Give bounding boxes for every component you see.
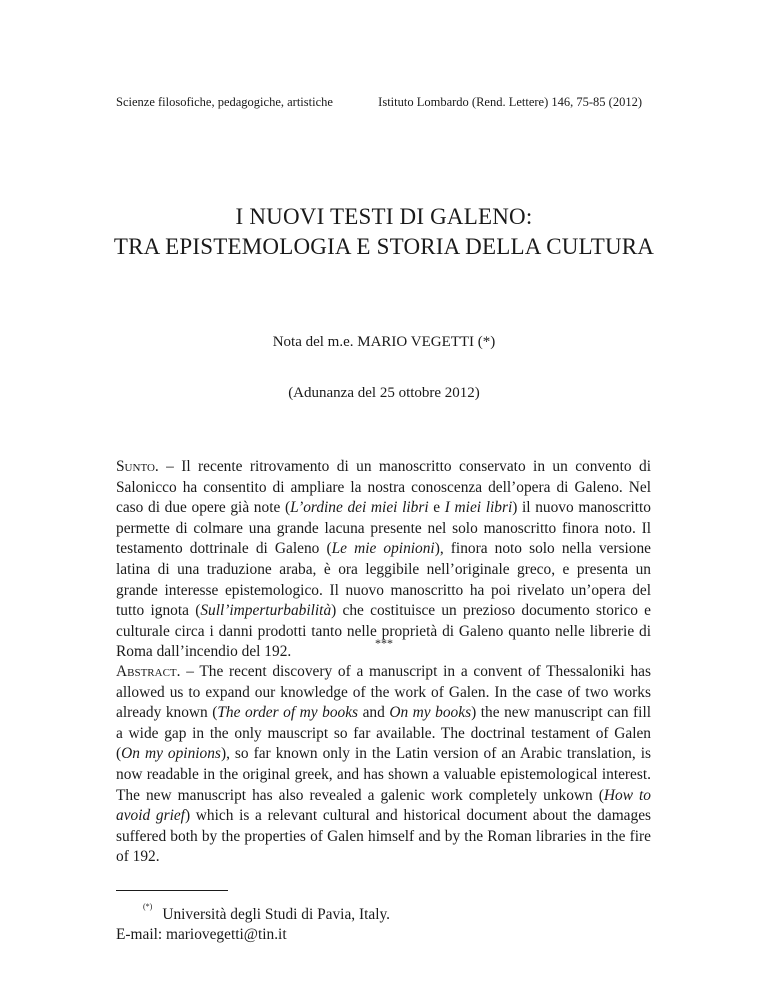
section-separator: ***: [375, 636, 393, 650]
abstract-label: Abstract.: [116, 663, 181, 680]
article-title: [0, 202, 768, 262]
sunto-text: e: [428, 499, 445, 517]
abstract-title-ref: The order of my books: [217, 704, 359, 722]
abstract-text: and: [358, 704, 390, 722]
abstract-text: – The recent discovery of a manuscript in a convent of Thessaloniki has allowed us to expand our knowledge of the work of Galen. In the case of two works already known (: [116, 663, 651, 722]
sunto-label: Sunto.: [116, 458, 159, 475]
author-line: Nota del m.e. MARIO VEGETTI (*): [272, 334, 496, 350]
footnote-email: E-mail: mariovegetti@tin.it: [116, 926, 287, 943]
footnote-rule: [116, 890, 228, 891]
abstract-title-ref: On my opinions: [121, 745, 221, 763]
session-date: (Adunanza del 25 ottobre 2012): [288, 385, 480, 401]
footnote-affiliation: [143, 902, 391, 924]
abstract-title-ref: How to avoid grief: [116, 786, 651, 825]
sunto-text: ), finora noto solo nella versione latina di una traduzione araba, è ora leggibile nell’originale greco, e presenta un grande interesse epistemologico. Il nuovo manoscritto ha poi rivelato un’opera del tutto ignota (: [116, 540, 651, 620]
footnote-marker: (*): [143, 902, 153, 911]
sunto-title-ref: I miei libri: [444, 499, 513, 517]
abstract-title-ref: On my books: [389, 704, 472, 722]
affiliation-text: Università degli Studi di Pavia, Italy.: [162, 906, 391, 924]
abstract-text: ) which is a relevant cultural and historical document about the damages suffered both by the properties of Galen himself and by the Roman libraries in the fire of 192.: [116, 807, 652, 866]
running-header-right: Istituto Lombardo (Rend. Lettere) 146, 75-85 (2012): [378, 95, 642, 109]
abstract-paragraph: [116, 662, 651, 868]
title-line-1: I NUOVI TESTI DI GALENO:: [235, 204, 533, 229]
sunto-text: – Il recente ritrovamento di un manoscritto conservato in un convento di Salonicco ha consentito di ampliare la nostra conoscenza dell’opera di Galeno. Nel caso di due opere già note (: [116, 458, 651, 517]
abstract-text: ), so far known only in the Latin version of an Arabic translation, is now readable in the original greek, and has shown a valuable epistemological interest. The new manuscript has also revealed a galenic work completely unkown (: [116, 745, 651, 804]
running-header-left: Scienze filosofiche, pedagogiche, artistiche: [116, 95, 333, 109]
sunto-title-ref: Sull’imperturbabilità: [200, 602, 332, 620]
abstract-text: ) the new manuscript can fill a wide gap in the only mauscript so far available. The doctrinal testament of Galen (: [116, 704, 651, 763]
sunto-title-ref: L’ordine dei miei libri: [290, 499, 429, 517]
sunto-text: ) che costituisce un prezioso documento storico e culturale circa i danni prodotti tanto nelle proprietà di Galeno quanto nelle librerie di Roma dall’incendio del 192.: [116, 602, 651, 661]
sunto-text: ) il nuovo manoscritto permette di colmare una grande lacuna presente nel solo manoscritto finora noto. Il testamento dottrinale di Galeno (: [116, 499, 652, 558]
sunto-paragraph: [116, 457, 651, 663]
sunto-title-ref: Le mie opinioni: [331, 540, 435, 558]
title-line-2: TRA EPISTEMOLOGIA E STORIA DELLA CULTURA: [113, 234, 655, 259]
